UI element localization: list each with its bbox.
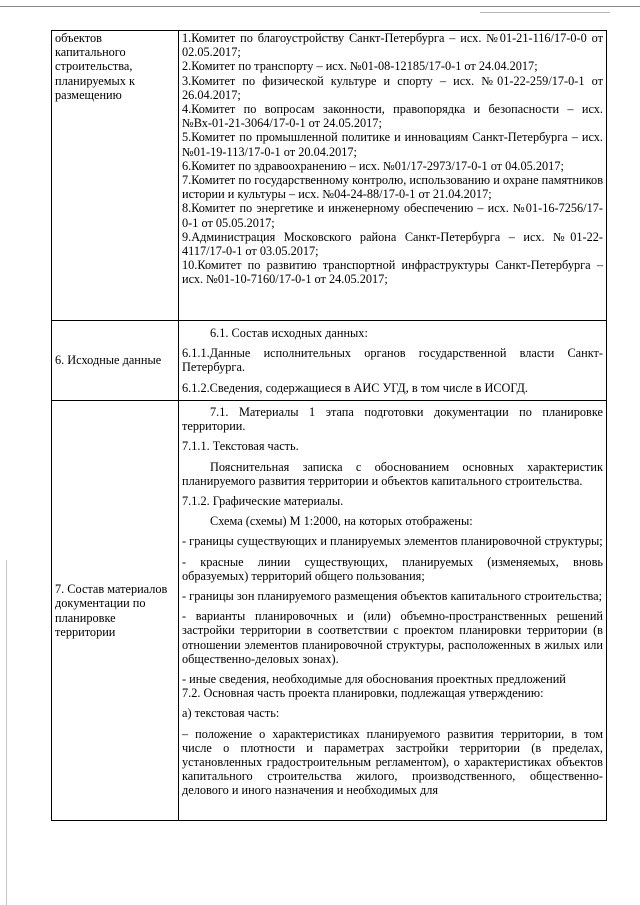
approval-item: 4.Комитет по вопросам законности, правопорядка и безопасности – исх. №Вх-01-21-3064/17-0-1 от 24.05.2017; (182, 102, 603, 131)
approval-item: 5.Комитет по промышленной политике и инновациям Санкт-Петербурга – исх. №01-19-113/17-0-1 от 20.04.2017; (182, 130, 603, 159)
row-label: 7. Состав материалов документации по планировке территории (52, 401, 179, 821)
paragraph: 7.1.1. Текстовая часть. (182, 439, 299, 454)
row-content (179, 401, 607, 821)
list-item: - границы зон планируемого размещения объектов капитального строительства; (182, 589, 603, 604)
row-label: объектов капитального строительства, планируемых к размещению (52, 31, 179, 321)
row-label: 6. Исходные данные (52, 321, 179, 401)
approval-item: 9.Администрация Московского района Санкт-Петербурга – исх. №01-22-4117/17-0-1 от 03.05.2017; (182, 229, 603, 259)
approval-item: 2.Комитет по транспорту – исх. №01-08-12185/17-0-1 от 24.04.2017; (182, 59, 538, 74)
approval-item: 6.Комитет по здравоохранению – исх. №01/17-2973/17-0-1 от 04.05.2017; (182, 158, 564, 173)
approval-item: 10.Комитет по развитию транспортной инфраструктуры Санкт-Петербурга – исх. №01-10-7160/17-0-1 от 24.05.2017; (182, 258, 603, 287)
paragraph: Схема (схемы) М 1:2000, на которых отображены: (210, 514, 473, 529)
scan-edge-line (480, 12, 610, 13)
paragraph: 6.1. Состав исходных данных: (210, 326, 368, 340)
approval-item: 8.Комитет по энергетике и инженерному обеспечению – исх. №01-16-7256/17-0-1 от 05.05.2017; (182, 201, 603, 230)
approval-item: 3.Комитет по физической культуре и спорту – исх. №01-22-259/17-0-1 от 26.04.2017; (182, 73, 603, 102)
list-item: – положение о характеристиках планируемого развития территории, в том числе о плотности и параметрах застройки территории (в пределах, установленных градостроительным регламентом), о характеристиках объектов капитального строительства жилого, производственного, общественно-делового и иного назначения и необходимых для (182, 726, 603, 798)
list-item: - варианты планировочных и (или) объемно-пространственных решений застройки территории в соответствии с проектом планировки территории (в отношении элементов планировочной структуры, расположенных в жилых или общественно-деловых зонах). (182, 609, 603, 666)
approval-item: 7.Комитет по государственному контролю, использованию и охране памятников истории и культуры – исх. №04-24-88/17-0-1 от 21.04.2017; (182, 173, 603, 202)
row-content (179, 321, 607, 401)
document-table (51, 30, 607, 821)
list-item: - иные сведения, необходимые для обоснования проектных предложений (182, 672, 566, 687)
paragraph: а) текстовая часть: (182, 706, 280, 721)
paragraph: 7.1.2. Графические материалы. (182, 494, 344, 509)
paragraph: 6.1.2.Сведения, содержащиеся в АИС УГД, в том числе в ИСОГД. (182, 380, 528, 395)
row-content (179, 31, 607, 321)
scan-edge-line (6, 560, 7, 905)
list-item: - границы существующих и планируемых элементов планировочной структуры; (182, 534, 603, 549)
table-row (52, 321, 607, 401)
approval-item: 1.Комитет по благоустройству Санкт-Петербурга – исх. №01-21-116/17-0-0 от 02.05.2017; (182, 31, 603, 60)
table-row (52, 31, 607, 321)
list-item: - красные линии существующих, планируемых (изменяемых, вновь образуемых) территорий общего пользования; (182, 554, 603, 583)
paragraph: Пояснительная записка с обоснованием основных характеристик планируемого развития территории и объектов капитального строительства. (182, 459, 603, 488)
paragraph: 6.1.1.Данные исполнительных органов государственной власти Санкт-Петербурга. (182, 346, 603, 375)
scan-edge-line (0, 6, 640, 7)
table-row (52, 401, 607, 821)
paragraph: 7.1. Материалы 1 этапа подготовки документации по планировке территории. (182, 405, 603, 434)
paragraph: 7.2. Основная часть проекта планировки, подлежащая утверждению: (182, 686, 544, 701)
